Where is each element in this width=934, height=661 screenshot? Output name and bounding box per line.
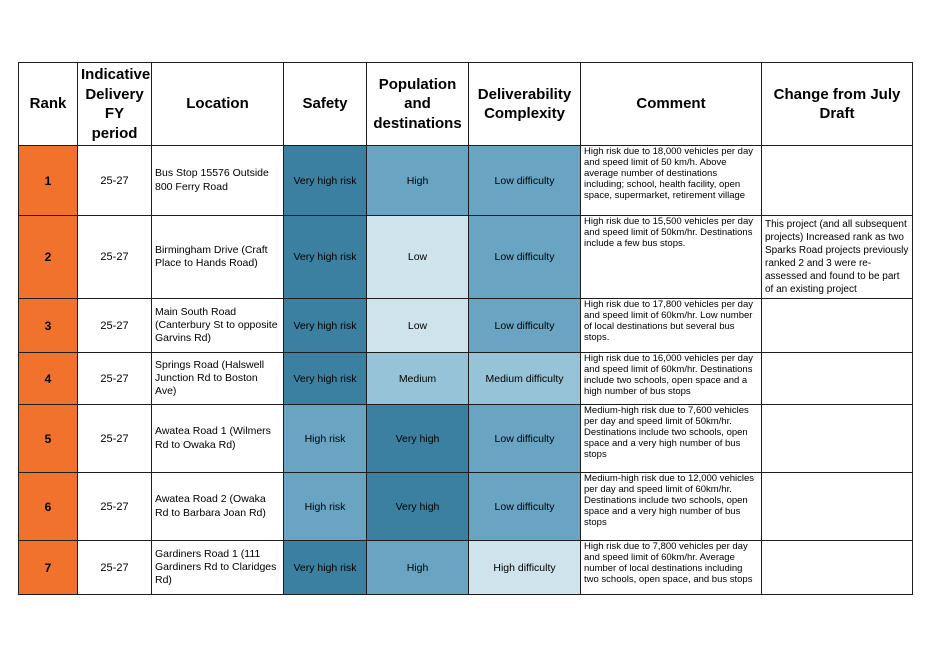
safety-cell: Very high risk xyxy=(284,299,367,353)
location-cell: Main South Road (Canterbury St to opposite Garvins Rd) xyxy=(152,299,284,353)
rank-cell: 3 xyxy=(19,299,78,353)
fy-period-cell: 25-27 xyxy=(78,473,152,541)
comment-cell: High risk due to 18,000 vehicles per day and speed limit of 50 km/h. Above average number of destinations including; school, health facility, open space, supermarket, retirement village xyxy=(581,146,762,216)
safety-cell: Very high risk xyxy=(284,216,367,299)
fy-period-cell: 25-27 xyxy=(78,405,152,473)
table-row xyxy=(19,216,913,299)
safety-cell: Very high risk xyxy=(284,353,367,405)
table-row xyxy=(19,405,913,473)
comment-cell: Medium-high risk due to 7,600 vehicles per day and speed limit of 50km/hr. Destinations include two schools, open space and a very high number of bus stops xyxy=(581,405,762,473)
column-header-rank: Rank xyxy=(19,63,78,146)
rank-cell: 5 xyxy=(19,405,78,473)
column-header-location: Location xyxy=(152,63,284,146)
change-cell xyxy=(762,353,913,405)
population-cell: Very high xyxy=(367,473,469,541)
table-row xyxy=(19,353,913,405)
rank-cell: 7 xyxy=(19,541,78,595)
population-cell: High xyxy=(367,146,469,216)
location-cell: Birmingham Drive (Craft Place to Hands Road) xyxy=(152,216,284,299)
population-cell: Low xyxy=(367,216,469,299)
change-cell xyxy=(762,299,913,353)
header-row xyxy=(19,63,913,146)
deliverability-cell: Low difficulty xyxy=(469,146,581,216)
table-body xyxy=(19,146,913,595)
change-cell: This project (and all subsequent projects) Increased rank as two Sparks Road projects previously ranked 2 and 3 were re-assessed and found to be part of an existing project xyxy=(762,216,913,299)
column-header-deliverability: Deliverability Complexity xyxy=(469,63,581,146)
location-cell: Springs Road (Halswell Junction Rd to Boston Ave) xyxy=(152,353,284,405)
rank-cell: 6 xyxy=(19,473,78,541)
population-cell: High xyxy=(367,541,469,595)
comment-cell: Medium-high risk due to 12,000 vehicles per day and speed limit of 60km/hr. Destinations include two schools, open space and a very high number of bus stops xyxy=(581,473,762,541)
table-row xyxy=(19,541,913,595)
location-cell: Awatea Road 1 (Wilmers Rd to Owaka Rd) xyxy=(152,405,284,473)
population-cell: Low xyxy=(367,299,469,353)
safety-cell: High risk xyxy=(284,473,367,541)
deliverability-cell: Low difficulty xyxy=(469,299,581,353)
column-header-comment: Comment xyxy=(581,63,762,146)
comment-cell: High risk due to 15,500 vehicles per day and speed limit of 50km/hr. Destinations include a few bus stops. xyxy=(581,216,762,299)
deliverability-cell: Low difficulty xyxy=(469,473,581,541)
table-row xyxy=(19,473,913,541)
fy-period-cell: 25-27 xyxy=(78,299,152,353)
column-header-safety: Safety xyxy=(284,63,367,146)
deliverability-cell: Low difficulty xyxy=(469,216,581,299)
location-cell: Awatea Road 2 (Owaka Rd to Barbara Joan Rd) xyxy=(152,473,284,541)
change-cell xyxy=(762,405,913,473)
table-header xyxy=(19,63,913,146)
deliverability-cell: High difficulty xyxy=(469,541,581,595)
column-header-fy-period: Indicative Delivery FY period xyxy=(78,63,152,146)
fy-period-cell: 25-27 xyxy=(78,541,152,595)
fy-period-cell: 25-27 xyxy=(78,353,152,405)
deliverability-cell: Low difficulty xyxy=(469,405,581,473)
change-cell xyxy=(762,473,913,541)
column-header-change: Change from July Draft xyxy=(762,63,913,146)
rank-cell: 4 xyxy=(19,353,78,405)
location-cell: Bus Stop 15576 Outside 800 Ferry Road xyxy=(152,146,284,216)
location-cell: Gardiners Road 1 (111 Gardiners Rd to Claridges Rd) xyxy=(152,541,284,595)
rank-cell: 1 xyxy=(19,146,78,216)
table-row xyxy=(19,146,913,216)
change-cell xyxy=(762,146,913,216)
table-row xyxy=(19,299,913,353)
safety-cell: Very high risk xyxy=(284,541,367,595)
priority-table xyxy=(18,62,913,595)
population-cell: Very high xyxy=(367,405,469,473)
change-cell xyxy=(762,541,913,595)
fy-period-cell: 25-27 xyxy=(78,146,152,216)
rank-cell: 2 xyxy=(19,216,78,299)
column-header-population: Population and destinations xyxy=(367,63,469,146)
safety-cell: High risk xyxy=(284,405,367,473)
priority-table-container xyxy=(18,62,913,595)
comment-cell: High risk due to 16,000 vehicles per day and speed limit of 60km/hr. Destinations include two schools, open space and a high number of bus stops xyxy=(581,353,762,405)
safety-cell: Very high risk xyxy=(284,146,367,216)
fy-period-cell: 25-27 xyxy=(78,216,152,299)
deliverability-cell: Medium difficulty xyxy=(469,353,581,405)
population-cell: Medium xyxy=(367,353,469,405)
comment-cell: High risk due to 17,800 vehicles per day and speed limit of 60km/hr. Low number of local destinations but several bus stops. xyxy=(581,299,762,353)
comment-cell: High risk due to 7,800 vehicles per day and speed limit of 60km/hr. Average number of local destinations including two schools, open space, and bus stops xyxy=(581,541,762,595)
